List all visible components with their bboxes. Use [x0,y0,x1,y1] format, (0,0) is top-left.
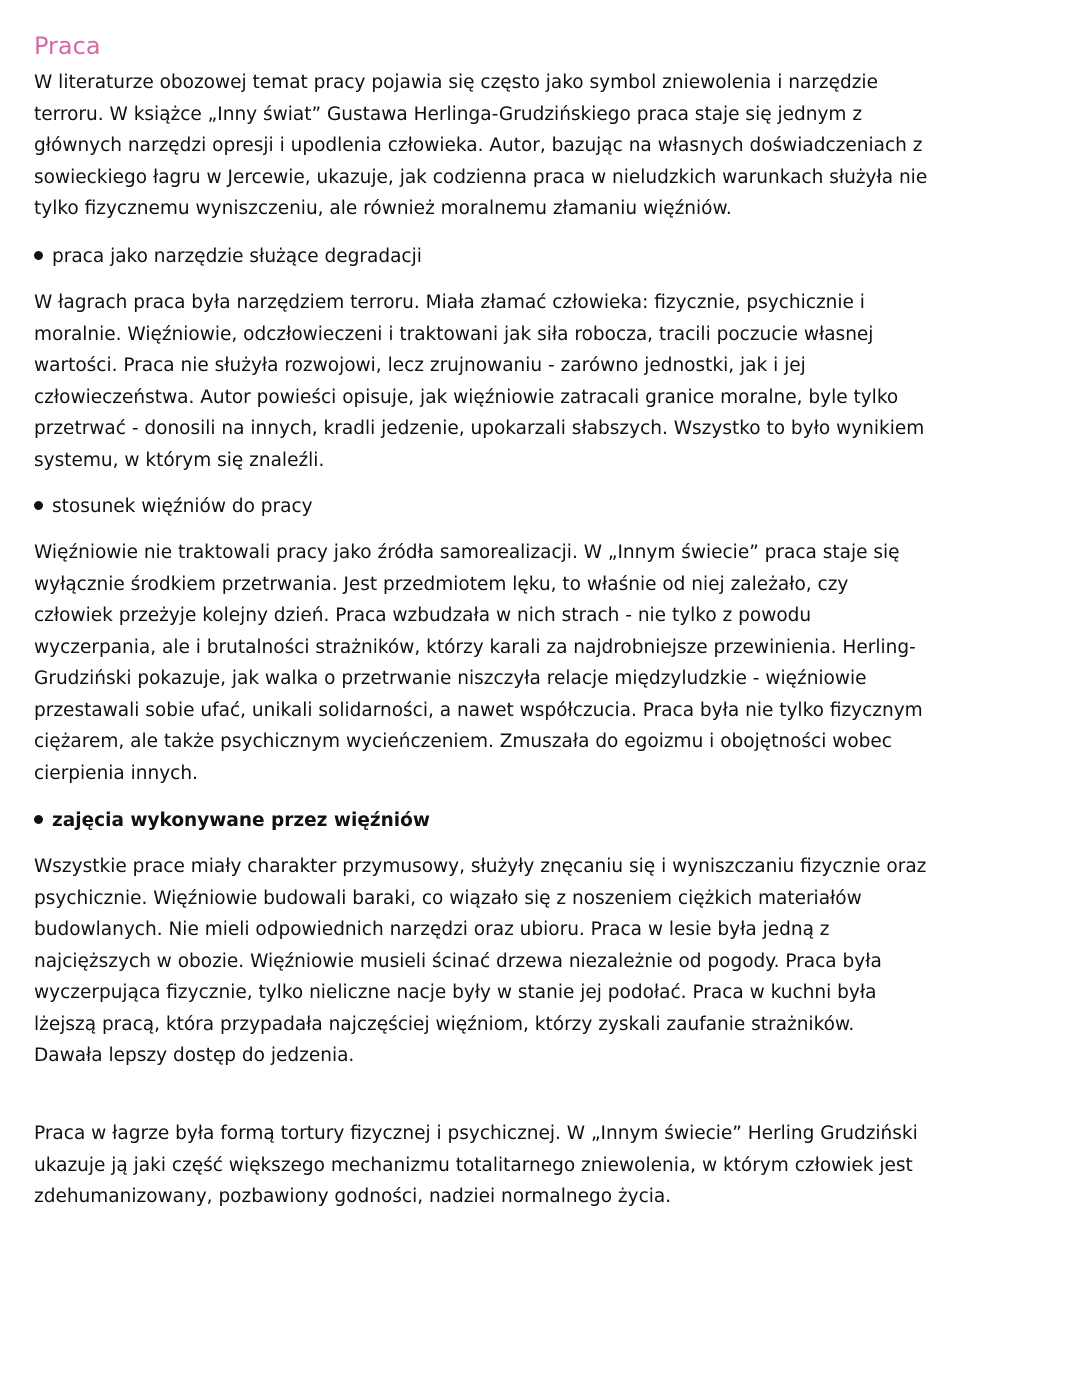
intro-paragraph [34,67,927,225]
text-line: Wszystkie prace miały charakter przymusowy, służyły znęcaniu się i wyniszczaniu fizycznie oraz [34,856,927,877]
text-line: wyłącznie środkiem przetrwania. Jest przedmiotem lęku, to właśnie od niej zależało, czy [34,573,849,595]
text-line: wyczerpania, ale i brutalności strażników, którzy karali za najdrobniejsze przewinienia. Herling- [34,636,916,658]
conclusion-paragraph [34,1118,918,1213]
section-heading-text: zajęcia wykonywane przez więźniów [52,810,430,831]
section-paragraph [34,851,926,1072]
text-line: lżejszą pracą, która przypadała najczęściej więźniom, którzy zyskali zaufanie strażników. [34,1013,855,1035]
text-line: człowiek przeżyje kolejny dzień. Praca wzbudzała w nich strach - nie tylko z powodu [34,605,812,626]
section-paragraph [34,537,923,789]
bullet-icon [34,251,43,260]
text-line: ciężarem, ale także psychicznym wycieńczeniem. Zmuszała do egoizmu i obojętności wobec [34,731,892,752]
text-line: terroru. W książce „Inny świat” Gustawa Herlinga-Grudzińskiego praca staje się jednym z [34,103,863,125]
text-line: najcięższych w obozie. Więźniowie musieli ścinać drzewa niezależnie od pogody. Praca była [34,950,882,972]
page-title: Praca [34,32,101,60]
section-heading [34,805,430,837]
text-line: W literaturze obozowej temat pracy pojawia się często jako symbol zniewolenia i narzędzie [34,72,878,93]
text-line: tylko fizycznemu wyniszczeniu, ale również moralnemu złamaniu więźniów. [34,198,732,219]
text-line: cierpienia innych. [34,762,198,784]
text-line: Grudziński pokazuje, jak walka o przetrwanie niszczyła relacje międzyludzkie - więźniowie [34,668,867,689]
text-line: przetrwać - donosili na innych, kradli jedzenie, upokarzali słabszych. Wszystko to było wynikiem [34,418,925,439]
text-line: budowlanych. Nie mieli odpowiednich narzędzi oraz ubioru. Praca w lesie była jedną z [34,919,830,940]
section-heading [34,491,313,523]
text-line: psychicznie. Więźniowie budowali baraki, co wiązało się z noszeniem ciężkich materiałów [34,887,862,909]
text-line: W łagrach praca była narzędziem terroru. Miała złamać człowieka: fizycznie, psychicznie i [34,292,865,313]
section-heading [34,241,422,273]
bullet-icon [34,501,43,510]
section-heading-text: stosunek więźniów do pracy [52,496,313,517]
bullet-icon [34,815,43,824]
text-line: wartości. Praca nie służyła rozwojowi, lecz zrujnowaniu - zarówno jednostki, jak i jej [34,355,806,376]
text-line: ukazuje ją jaki część większego mechanizmu totalitarnego zniewolenia, w którym człowiek jest [34,1154,913,1176]
text-line: przestawali sobie ufać, unikali solidarności, a nawet współczucia. Praca była nie tylko fizycznym [34,699,923,721]
text-line: systemu, w którym się znaleźli. [34,449,325,471]
text-line: człowieczeństwa. Autor powieści opisuje, jak więźniowie zatracali granice moralne, byle tylko [34,386,899,408]
text-line: Dawała lepszy dostęp do jedzenia. [34,1045,355,1066]
section-paragraph [34,287,924,476]
text-line: zdehumanizowany, pozbawiony godności, nadziei normalnego życia. [34,1186,672,1207]
text-line: Więźniowie nie traktowali pracy jako źródła samorealizacji. W „Innym świecie” praca staje się [34,542,900,563]
text-line: głównych narzędzi opresji i upodlenia człowieka. Autor, bazując na własnych doświadczeniach z [34,135,923,156]
text-line: Praca w łagrze była formą tortury fizycznej i psychicznej. W „Innym świecie” Herling Grudziński [34,1123,918,1144]
text-line: sowieckiego łagru w Jercewie, ukazuje, jak codzienna praca w nieludzkich warunkach służyła nie [34,166,928,188]
text-line: moralnie. Więźniowie, odczłowieczeni i traktowani jak siła robocza, tracili poczucie własnej [34,323,874,345]
section-heading-text: praca jako narzędzie służące degradacji [52,246,422,267]
text-line: wyczerpująca fizycznie, tylko nieliczne nacje były w stanie jej podołać. Praca w kuchni była [34,982,877,1003]
